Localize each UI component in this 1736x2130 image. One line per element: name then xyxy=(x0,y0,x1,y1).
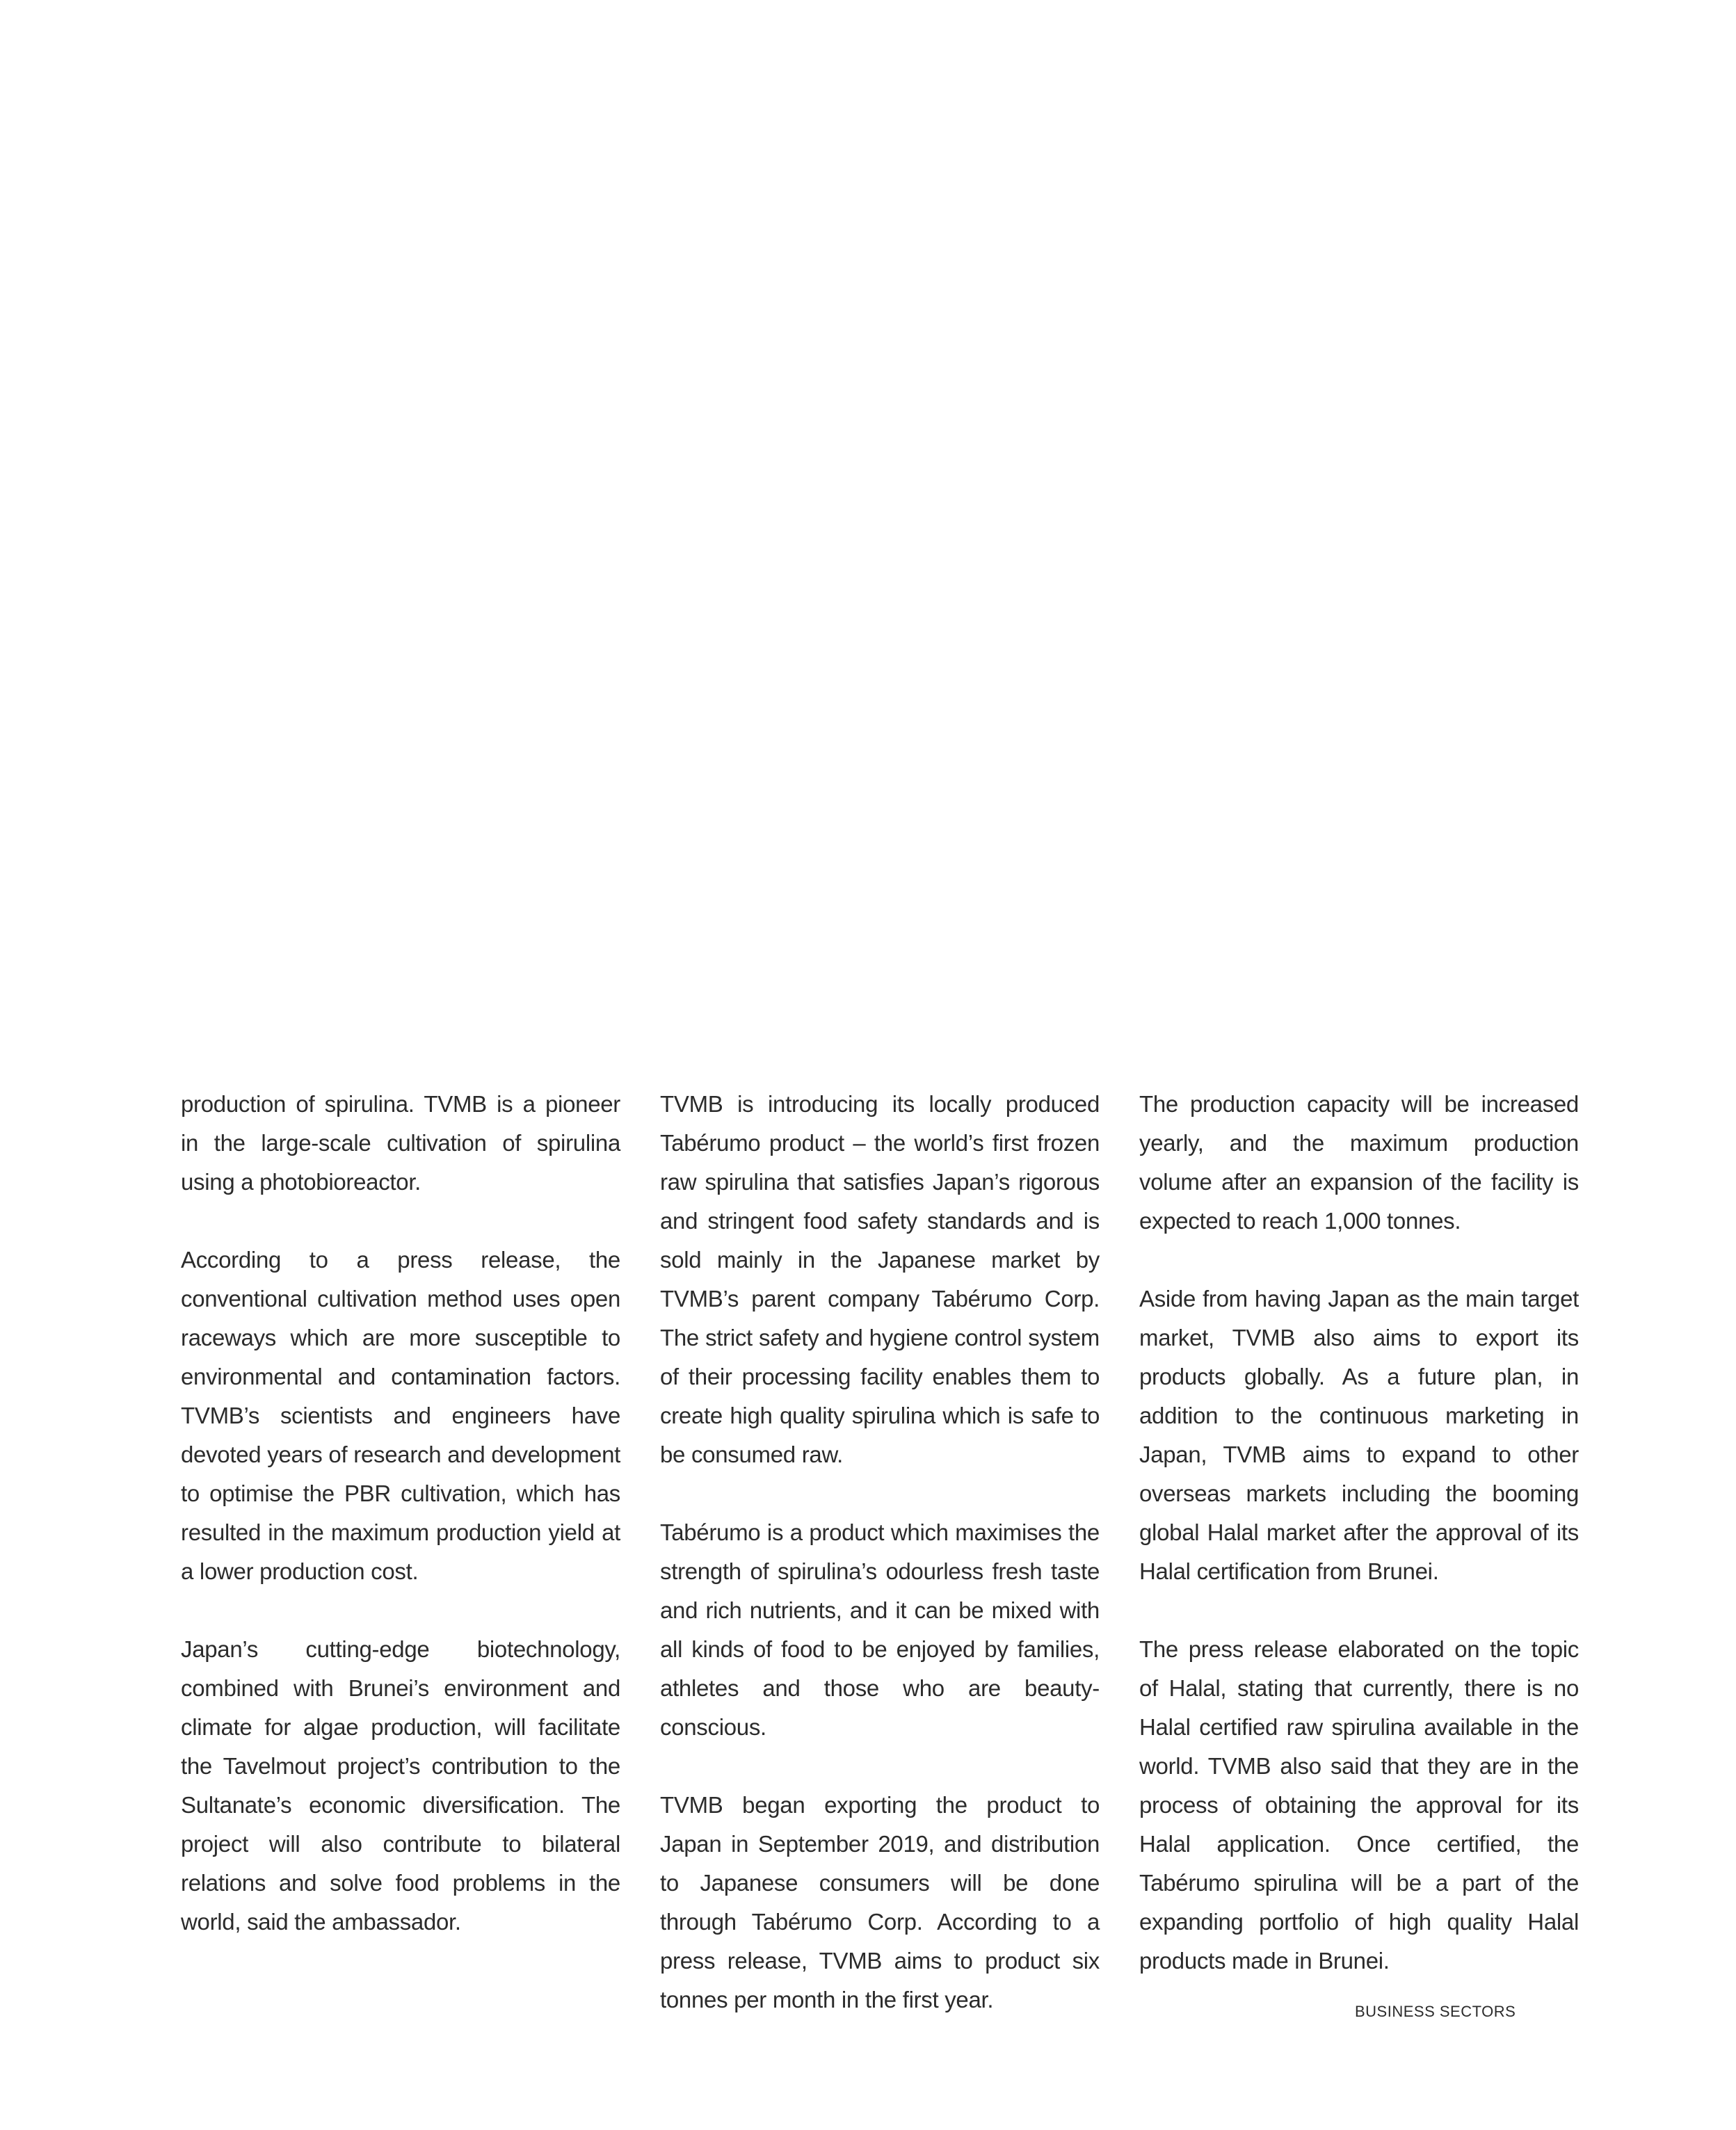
paragraph: The press release elaborated on the topic of Halal, stating that currently, there is no Halal certified raw spirulina available in the world. TVMB also said that they are in the process of obtaining the approval for its Halal application. Once certified, the Tabérumo spirulina will be a part of the expanding portfolio of high quality Halal products made in Brunei. xyxy=(1139,1636,1579,1974)
article-column-3 xyxy=(1139,1085,1579,2019)
paragraph: Japan’s cutting-edge biotechnology, combined with Brunei’s environment and climate for algae production, will facilitate the Tavelmout project’s contribution to the Sultanate’s economic diversification. The project will also contribute to bilateral relations and solve food problems in the world, said the ambassador. xyxy=(181,1636,620,1935)
paragraph: Tabérumo is a product which maximises the strength of spirulina’s odourless fresh taste and rich nutrients, and it can be mixed with all kinds of food to be enjoyed by families, athletes and those who are beauty-conscious. xyxy=(660,1519,1100,1740)
article-column-1 xyxy=(181,1085,620,2019)
article-body xyxy=(181,1085,1579,2019)
paragraph: According to a press release, the conventional cultivation method uses open raceways which are more susceptible to environmental and contamination factors. TVMB’s scientists and engineers have devoted years of research and development to optimise the PBR cultivation, which has resulted in the maximum production yield at a lower production cost. xyxy=(181,1247,620,1584)
paragraph: The production capacity will be increased yearly, and the maximum production volume after an expansion of the facility is expected to reach 1,000 tonnes. xyxy=(1139,1091,1579,1234)
paragraph: Aside from having Japan as the main target market, TVMB also aims to export its products globally. As a future plan, in addition to the continuous marketing in Japan, TVMB aims to expand to other overseas markets including the booming global Halal market after the approval of its Halal certification from Brunei. xyxy=(1139,1286,1579,1584)
paragraph: production of spirulina. TVMB is a pioneer in the large-scale cultivation of spirulina using a photobioreactor. xyxy=(181,1091,620,1195)
section-label: BUSINESS SECTORS xyxy=(1355,2003,1516,2020)
article-column-2 xyxy=(660,1085,1100,2019)
paragraph: TVMB is introducing its locally produced Tabérumo product – the world’s first frozen raw spirulina that satisfies Japan’s rigorous and stringent food safety standards and is sold mainly in the Japanese market by TVMB’s parent company Tabérumo Corp. The strict safety and hygiene control system of their processing facility enables them to create high quality spirulina which is safe to be consumed raw. xyxy=(660,1091,1100,1467)
paragraph: TVMB began exporting the product to Japan in September 2019, and distribution to Japanese consumers will be done through Tabérumo Corp. According to a press release, TVMB aims to product six tonnes per month in the first year. xyxy=(660,1792,1100,2012)
